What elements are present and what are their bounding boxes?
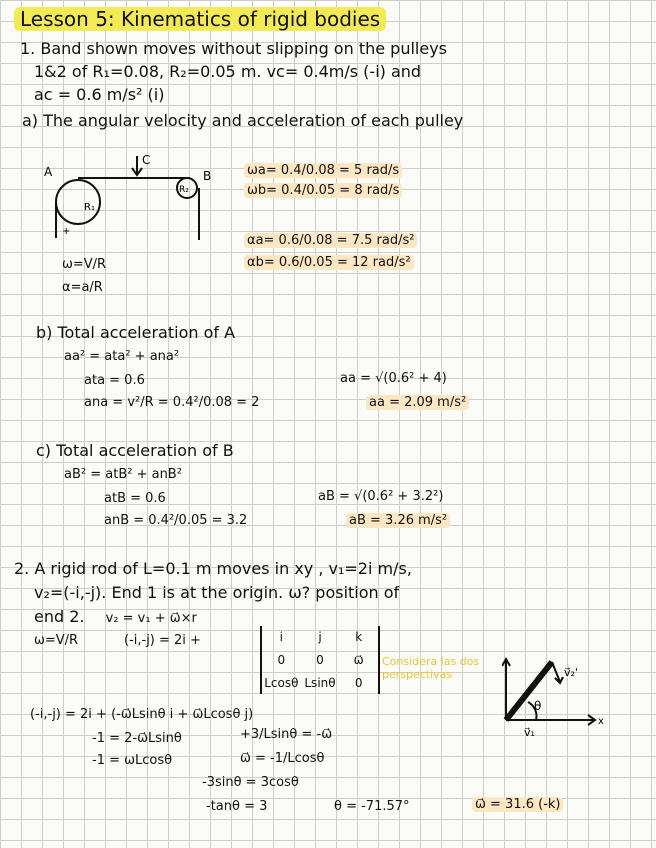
diagram-label-b: B bbox=[203, 169, 212, 183]
diagram-label-a: A bbox=[44, 165, 53, 179]
p2-omega-result: ω⃗ = 31.6 (-k) bbox=[472, 798, 563, 812]
matrix-cell: Lcosθ bbox=[264, 675, 299, 690]
part-b-eq2: ata = 0.6 bbox=[84, 373, 145, 388]
p2-eq4: +3/Lsinθ = -ω⃗ bbox=[240, 727, 333, 742]
cross-product-matrix bbox=[260, 626, 380, 694]
part-c-eq4: aB = √(0.6² + 3.2²) bbox=[318, 489, 444, 504]
rod-diagram bbox=[502, 652, 612, 742]
rod bbox=[506, 662, 552, 720]
cross-product-lhs: (-i,-j) = 2i + bbox=[124, 633, 201, 648]
alpha-a: αa= 0.6/0.08 = 7.5 rad/s² bbox=[244, 234, 417, 248]
matrix-cell: i bbox=[279, 630, 283, 645]
problem2-line3: end 2. v₂ = v₁ + ω⃗×r bbox=[34, 607, 197, 626]
omega-formula-2: ω=V/R bbox=[34, 633, 79, 648]
matrix-cell: Lsinθ bbox=[304, 675, 336, 690]
part-b-result: aa = 2.09 m/s² bbox=[366, 396, 469, 410]
p2-eq3: -1 = ωLcosθ bbox=[92, 753, 173, 768]
p2-eq7: -tanθ = 3 bbox=[206, 799, 268, 814]
matrix-cell: 0 bbox=[277, 652, 286, 667]
omega-formula: ω=V/R bbox=[62, 257, 107, 272]
p2-eq2: -1 = 2-ω⃗Lsinθ bbox=[92, 731, 182, 746]
part-b-title: b) Total acceleration of A bbox=[36, 323, 236, 342]
problem2-line1: 2. A rigid rod of L=0.1 m moves in xy , v₁=2i m/s, bbox=[14, 559, 412, 578]
theta-label: θ bbox=[534, 699, 542, 713]
p2-theta-result: θ = -71.57° bbox=[334, 799, 410, 814]
part-b-eq1: aa² = ata² + ana² bbox=[64, 349, 180, 364]
part-c-result: aB = 3.26 m/s² bbox=[346, 514, 450, 528]
problem1-line1: 1. Band shown moves without slipping on the pulleys bbox=[20, 39, 447, 58]
problem2-line2: v₂=(-i,-j). End 1 is at the origin. ω? position of bbox=[34, 583, 400, 602]
pulley-diagram bbox=[40, 150, 240, 250]
alpha-b: αb= 0.6/0.05 = 12 rad/s² bbox=[244, 256, 414, 270]
diagram-plus: + bbox=[62, 226, 71, 237]
part-c-eq2: atB = 0.6 bbox=[104, 491, 166, 506]
matrix-cell: j bbox=[318, 630, 322, 645]
part-c-title: c) Total acceleration of B bbox=[36, 441, 234, 460]
matrix-cell: k bbox=[355, 630, 363, 645]
p2-eq5: ω⃗ = -1/Lcosθ bbox=[240, 751, 325, 766]
part-b-eq4: aa = √(0.6² + 4) bbox=[340, 371, 447, 386]
page-title: Lesson 5: Kinematics of rigid bodies bbox=[14, 8, 386, 30]
p2-eq1: (-i,-j) = 2i + (-ω⃗Lsinθ i + ω⃗Lcosθ j) bbox=[30, 707, 254, 722]
problem1-line2: 1&2 of R₁=0.08, R₂=0.05 m. vc= 0.4m/s (-i) and bbox=[34, 62, 422, 81]
alpha-formula: α=a/R bbox=[62, 280, 103, 295]
perspective-note: Considera las dos perspectivas bbox=[382, 655, 480, 681]
part-a-title: a) The angular velocity and acceleration of each pulley bbox=[22, 111, 464, 130]
x-axis-label: x bbox=[598, 716, 604, 727]
matrix-cell: ω⃗ bbox=[353, 652, 364, 667]
diagram-label-r2: R₂ bbox=[179, 185, 189, 195]
problem1-line3: ac = 0.6 m/s² (i) bbox=[34, 85, 165, 104]
v1-label: v⃗₁ bbox=[524, 726, 535, 739]
part-b-eq3: ana = v²/R = 0.4²/0.08 = 2 bbox=[84, 395, 260, 410]
diagram-label-c: C bbox=[142, 153, 151, 167]
part-c-eq3: anB = 0.4²/0.05 = 3.2 bbox=[104, 513, 248, 528]
omega-a: ωa= 0.4/0.08 = 5 rad/s bbox=[244, 164, 402, 178]
p2-eq6: -3sinθ = 3cosθ bbox=[202, 775, 299, 790]
part-c-eq1: aB² = atB² + anB² bbox=[64, 467, 182, 482]
omega-b: ωb= 0.4/0.05 = 8 rad/s bbox=[244, 184, 402, 198]
matrix-cell: 0 bbox=[354, 675, 363, 690]
matrix-cell: 0 bbox=[316, 652, 324, 667]
diagram-label-r1: R₁ bbox=[84, 202, 95, 213]
v2-label: v⃗₂' bbox=[564, 666, 578, 679]
